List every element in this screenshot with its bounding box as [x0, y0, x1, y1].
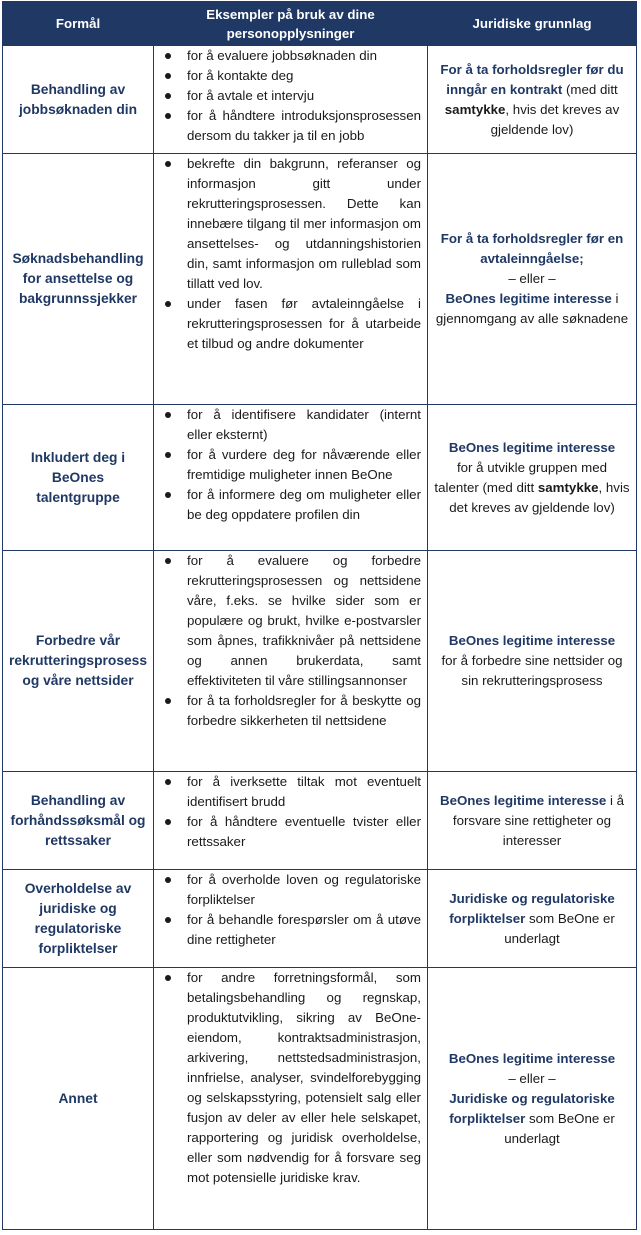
legal-basis-cell [428, 870, 637, 968]
examples-cell [154, 870, 428, 968]
legal-basis-cell [428, 405, 637, 551]
basis-emphasis: For å ta forholdsregler før en avtaleinngåelse; [440, 231, 624, 266]
list-item: for å iverksette tiltak mot eventuelt identifisert brudd [158, 772, 421, 812]
examples-list [158, 154, 421, 354]
basis-emphasis: For å ta forholdsregler før du inngår en kontrakt [440, 61, 624, 97]
list-item: under fasen før avtaleinngåelse i rekrutteringsprosessen for å utarbeide et tilbud og andre dokumenter [158, 294, 421, 354]
purpose-cell: Forbedre vår rekrutteringsprosess og våre nettsider [3, 551, 154, 772]
list-item: for å evaluere jobbsøknaden din [158, 46, 421, 66]
list-item: bekrefte din bakgrunn, referanser og informasjon gitt under rekrutteringsprosessen. Dette kan innebære tilgang til mer informasjon om ansettelses- og utdanningshistorien din, samt informasjon om rulleblad som tillatt ved lov. [158, 154, 421, 294]
examples-list [158, 551, 421, 731]
table-row [3, 551, 637, 772]
purpose-cell: Behandling av jobbsøknaden din [3, 46, 154, 154]
examples-list [158, 772, 421, 852]
legal-basis-cell [428, 968, 637, 1230]
header-legal-basis: Juridiske grunnlag [428, 2, 637, 46]
basis-text: , hvis det kreves av gjeldende lov) [449, 479, 630, 515]
basis-text: for å utvikle gruppen med talenter (med ditt [434, 459, 608, 495]
list-item: for andre forretningsformål, som betalingsbehandling og regnskap, produktutvikling, sikring av BeOne-eiendom, kontraktsadministrasjon, arkivering, nettstedsadministrasjon, innfrielse, analyser, svindelforebygging og selskapsstyring, potensielt salg eller fusjon av deler av eller hele selskapet, rapportering og juridisk overholdelse, eller som nødvendig for å forsvare seg mot potensielle juridiske krav. [158, 968, 421, 1188]
list-item: for å identifisere kandidater (internt eller eksternt) [158, 405, 421, 445]
legal-basis-table [2, 1, 637, 1230]
basis-emphasis: BeOnes legitime interesse [448, 439, 616, 455]
basis-text: , hvis det kreves av gjeldende lov) [490, 101, 620, 137]
basis-emphasis: BeOnes legitime interesse [439, 792, 607, 808]
basis-emphasis: BeOnes legitime interesse [448, 1050, 616, 1066]
examples-cell [154, 968, 428, 1230]
list-item: for å håndtere eventuelle tvister eller rettssaker [158, 812, 421, 852]
list-item: for å avtale et intervju [158, 86, 421, 106]
basis-emphasis: BeOnes legitime interesse [445, 291, 612, 306]
list-item: for å håndtere introduksjonsprosessen dersom du takker ja til en jobb [158, 106, 421, 146]
table-row [3, 968, 637, 1230]
basis-or: – eller – [508, 271, 556, 286]
legal-basis-cell [428, 772, 637, 870]
examples-list [158, 968, 421, 1188]
examples-list [158, 46, 421, 146]
basis-text: som BeOne er underlagt [504, 910, 615, 946]
header-purpose: Formål [3, 2, 154, 46]
basis-emphasis: Juridiske og regulatoriske forpliktelser [449, 1090, 615, 1126]
examples-cell [154, 405, 428, 551]
list-item: for å ta forholdsregler for å beskytte og forbedre sikkerheten til nettsidene [158, 691, 421, 731]
examples-cell [154, 154, 428, 405]
list-item: for å evaluere og forbedre rekrutteringsprosessen og nettsidene våre, f.eks. se hvilke sider som er populære og brukt, hvilke e-postvarsler som åpnes, trafikknivåer på nettsidene og annen brukerdata, samt effektiviteten til våre stillingsannonser [158, 551, 421, 691]
basis-text: i gjennomgang av alle søknadene [435, 291, 629, 326]
list-item: for å behandle forespørsler om å utøve dine rettigheter [158, 910, 421, 950]
examples-cell [154, 772, 428, 870]
examples-cell [154, 551, 428, 772]
table-row [3, 154, 637, 405]
basis-text: som BeOne er underlagt [504, 1110, 615, 1146]
legal-basis-cell [428, 154, 637, 405]
legal-basis-cell [428, 551, 637, 772]
list-item: for å informere deg om muligheter eller be deg oppdatere profilen din [158, 485, 421, 525]
table-row [3, 772, 637, 870]
table-row [3, 405, 637, 551]
purpose-cell: Overholdelse av juridiske og regulatoriske forpliktelser [3, 870, 154, 968]
list-item: for å overholde loven og regulatoriske forpliktelser [158, 870, 421, 910]
basis-text: (med ditt [562, 81, 618, 97]
list-item: for å vurdere deg for nåværende eller fremtidige muligheter innen BeOne [158, 445, 421, 485]
examples-list [158, 405, 421, 525]
purpose-cell: Annet [3, 968, 154, 1230]
basis-emphasis: samtykke [444, 101, 506, 117]
purpose-cell: Søknadsbehandling for ansettelse og bakgrunnssjekker [3, 154, 154, 405]
header-examples: Eksempler på bruk av dine personopplysninger [154, 2, 428, 46]
list-item: for å kontakte deg [158, 66, 421, 86]
basis-emphasis: BeOnes legitime interesse [448, 633, 616, 648]
table-row [3, 46, 637, 154]
legal-basis-cell [428, 46, 637, 154]
basis-emphasis: Juridiske og regulatoriske forpliktelser [449, 890, 615, 926]
basis-text: i å forsvare sine rettigheter og interesser [452, 792, 625, 848]
purpose-cell: Behandling av forhåndssøksmål og rettssaker [3, 772, 154, 870]
basis-or: – eller – [508, 1070, 556, 1086]
basis-emphasis: samtykke [537, 479, 599, 495]
table-row [3, 870, 637, 968]
basis-text: for å forbedre sine nettsider og sin rekrutteringsprosess [441, 653, 623, 688]
table-header-row [3, 2, 637, 46]
purpose-cell: Inkludert deg i BeOnes talentgruppe [3, 405, 154, 551]
examples-cell [154, 46, 428, 154]
examples-list [158, 870, 421, 950]
